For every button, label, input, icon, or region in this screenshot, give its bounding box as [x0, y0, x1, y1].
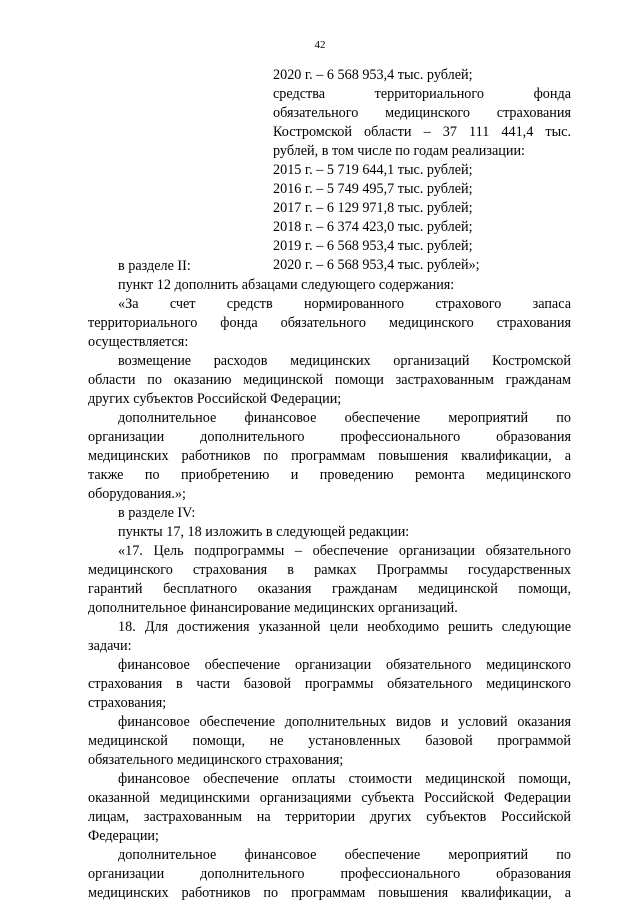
text-line: дополнительное финансовое обеспечение мероприятий по	[118, 410, 571, 426]
text-line: медицинского страхования в рамках Программы государственных	[88, 562, 571, 578]
page-number: 42	[314, 39, 326, 51]
text-line: в разделе IV:	[118, 505, 196, 521]
funding-line: рублей, в том числе по годам реализации:	[273, 143, 525, 159]
amendment-text-block	[88, 257, 571, 903]
funding-line: средства территориального фонда	[273, 86, 571, 102]
text-line: медицинских работников по программам повышения квалификации, а	[88, 448, 571, 464]
text-line: страхования в части базовой программы обязательного медицинского	[88, 676, 571, 692]
funding-summary-block	[273, 66, 571, 275]
text-line: финансовое обеспечение дополнительных видов и условий оказания	[118, 714, 571, 730]
funding-line: Костромской области – 37 111 441,4 тыс.	[273, 124, 571, 140]
text-line: финансовое обеспечение оплаты стоимости медицинской помощи,	[118, 771, 571, 787]
text-line: осуществляется:	[88, 334, 189, 350]
text-line: оказанной медицинскими организациями субъекта Российской Федерации	[88, 790, 571, 806]
text-line: финансовое обеспечение организации обязательного медицинского	[118, 657, 571, 673]
text-line: также по приобретению и проведению ремонта медицинского	[88, 467, 571, 483]
funding-line: 2020 г. – 6 568 953,4 тыс. рублей;	[273, 67, 473, 83]
text-line: Федерации;	[88, 828, 159, 844]
text-line: оборудования.»;	[88, 486, 186, 502]
funding-line: 2019 г. – 6 568 953,4 тыс. рублей;	[273, 238, 473, 254]
text-line: дополнительное финансирование медицинских организаций.	[88, 600, 458, 616]
text-line: пункты 17, 18 изложить в следующей редакции:	[118, 524, 410, 540]
text-line: организации дополнительного профессионального образования	[88, 429, 571, 445]
text-line: гарантий бесплатного оказания гражданам медицинской помощи,	[88, 581, 571, 597]
text-line: пункт 12 дополнить абзацами следующего содержания:	[118, 277, 455, 293]
text-line: дополнительное финансовое обеспечение мероприятий по	[118, 847, 571, 863]
text-line: области по оказанию медицинской помощи застрахованным гражданам	[88, 372, 571, 388]
text-line: медицинской помощи, не установленных базовой программой	[88, 733, 571, 749]
funding-line: 2020 г. – 6 568 953,4 тыс. рублей»;	[273, 257, 480, 273]
text-line: «17. Цель подпрограммы – обеспечение организации обязательного	[118, 543, 571, 559]
text-line: обязательного медицинского страхования;	[88, 752, 344, 768]
funding-line: 2015 г. – 5 719 644,1 тыс. рублей;	[273, 162, 473, 178]
funding-line: 2018 г. – 6 374 423,0 тыс. рублей;	[273, 219, 473, 235]
funding-line: 2017 г. – 6 129 971,8 тыс. рублей;	[273, 200, 473, 216]
funding-line: обязательного медицинского страхования	[273, 105, 571, 121]
text-line: «За счет средств нормированного страхового запаса	[118, 296, 571, 312]
text-line: лицам, застрахованным на территории других субъектов Российской	[88, 809, 571, 825]
text-line: страхования;	[88, 695, 167, 711]
text-line: организации дополнительного профессионального образования	[88, 866, 571, 882]
text-line: в разделе II:	[118, 258, 191, 274]
funding-line: 2016 г. – 5 749 495,7 тыс. рублей;	[273, 181, 473, 197]
text-line: других субъектов Российской Федерации;	[88, 391, 342, 407]
text-line: 18. Для достижения указанной цели необходимо решить следующие	[118, 619, 571, 635]
text-line: медицинских работников по программам повышения квалификации, а	[88, 885, 571, 901]
text-line: возмещение расходов медицинских организаций Костромской	[118, 353, 571, 369]
text-line: задачи:	[88, 638, 132, 654]
text-line: территориального фонда обязательного медицинского страхования	[88, 315, 571, 331]
